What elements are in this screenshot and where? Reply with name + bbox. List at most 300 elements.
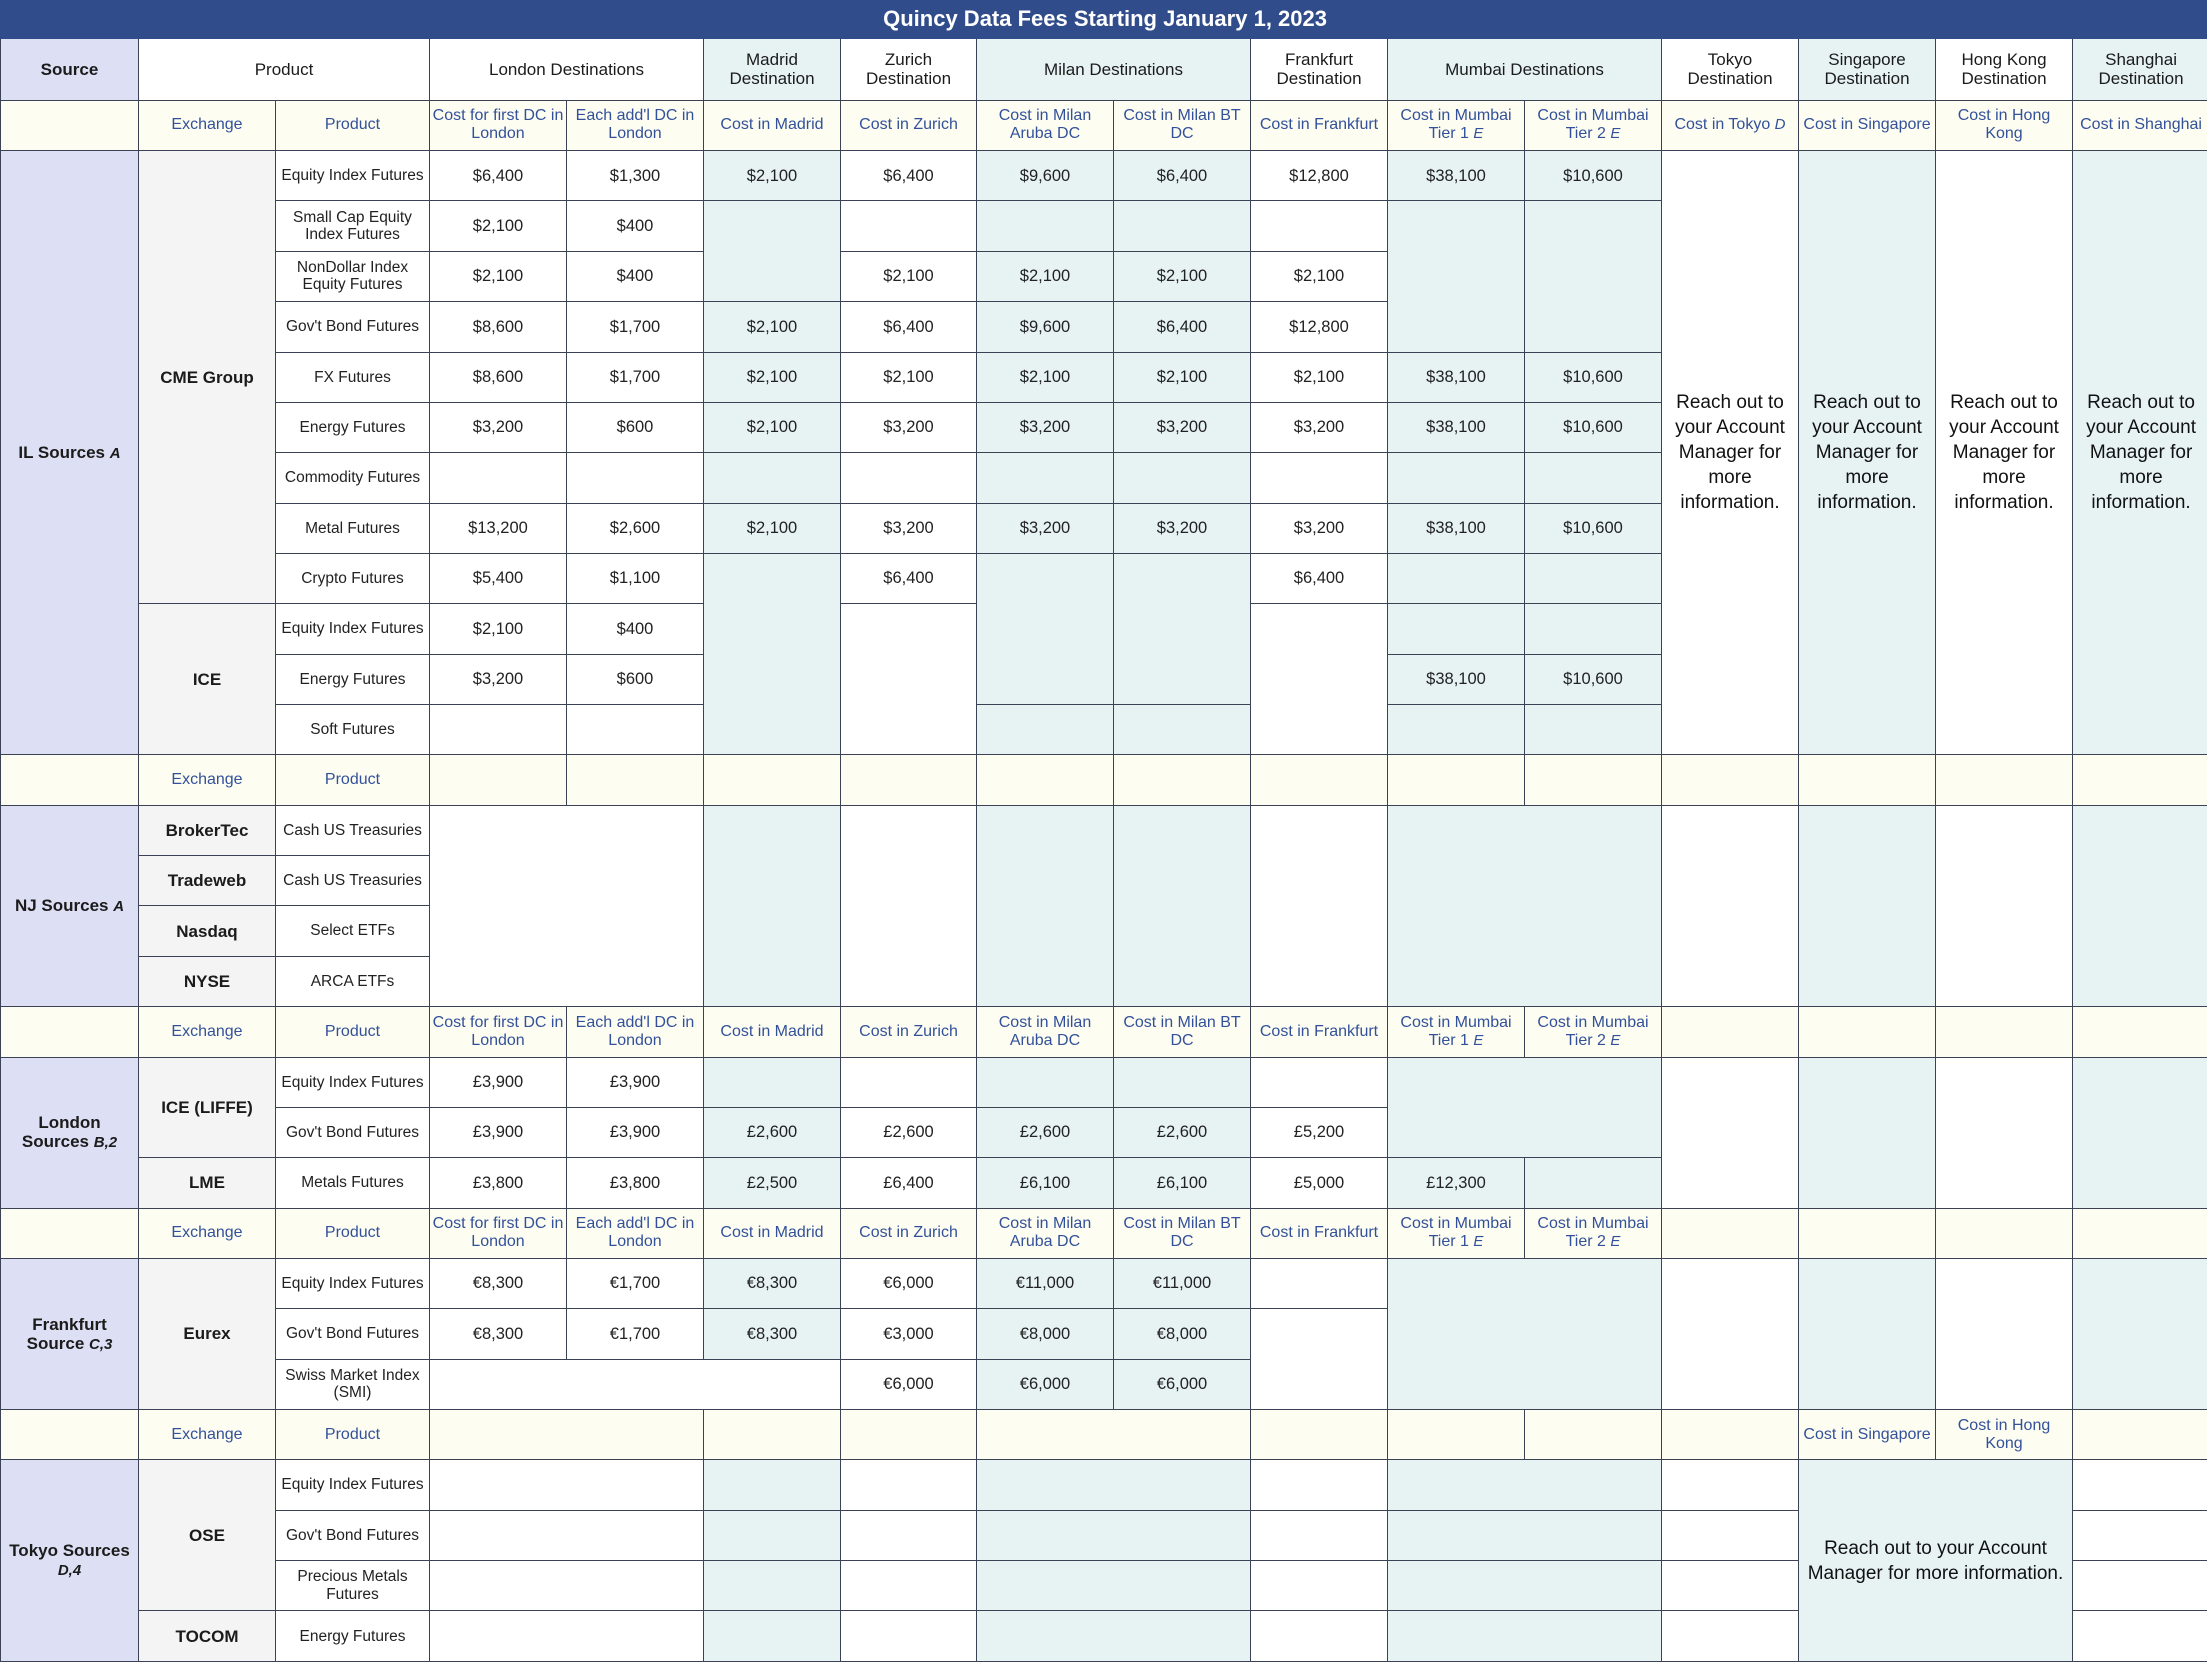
fee-cell: £6,400 [841, 1158, 977, 1208]
fee-cell: $3,200 [841, 503, 977, 553]
fee-cell [1114, 805, 1251, 1006]
fee-cell [704, 201, 841, 302]
fee-cell [977, 1510, 1251, 1560]
subheader-mumbai-t1: Cost in Mumbai Tier 1 E [1388, 1208, 1525, 1258]
fee-cell [1388, 705, 1525, 755]
subheader-blank [1936, 1208, 2073, 1258]
fee-cell: $6,400 [1114, 151, 1251, 201]
subheader-frankfurt: Cost in Frankfurt [1251, 100, 1388, 150]
subheader-tokyo: Cost in Tokyo D [1662, 100, 1799, 150]
fee-cell [1114, 705, 1251, 755]
source-london: London Sources B,2 [1, 1057, 139, 1208]
fee-cell: $3,200 [841, 402, 977, 452]
fee-cell: $6,400 [841, 151, 977, 201]
fee-cell [567, 453, 704, 503]
header-milan: Milan Destinations [977, 39, 1251, 100]
exchange-cell: Tradeweb [139, 856, 276, 906]
fee-cell [430, 1460, 704, 1510]
header-hongkong: Hong Kong Destination [1936, 39, 2073, 100]
fee-cell: $2,100 [841, 352, 977, 402]
subheader-milan-bt: Cost in Milan BT DC [1114, 1208, 1251, 1258]
fee-cell [841, 1510, 977, 1560]
header-madrid: Madrid Destination [704, 39, 841, 100]
fee-cell: $6,400 [841, 553, 977, 603]
fee-cell [430, 1611, 704, 1662]
fee-cell [841, 453, 977, 503]
fee-cell: $2,100 [430, 251, 567, 301]
product-cell: Equity Index Futures [276, 1057, 430, 1107]
subheader-london-add: Each add'l DC in London [567, 100, 704, 150]
product-cell: Equity Index Futures [276, 1460, 430, 1510]
fee-cell: $10,600 [1525, 503, 1662, 553]
subheader-blank [704, 1410, 841, 1460]
reach-out-hongkong: Reach out to your Account Manager for more information. [1936, 151, 2073, 755]
fee-cell: £2,500 [704, 1158, 841, 1208]
fee-cell: $400 [567, 604, 704, 654]
fee-cell: $3,200 [1251, 503, 1388, 553]
fee-cell [1525, 1158, 1662, 1208]
subheader-blank [1, 1007, 139, 1057]
fee-cell [1388, 604, 1525, 654]
fee-cell [1388, 1510, 1662, 1560]
product-cell: Gov't Bond Futures [276, 1309, 430, 1359]
subheader-product: Product [276, 1410, 430, 1460]
fee-cell: $2,100 [704, 352, 841, 402]
fee-cell [1388, 553, 1525, 603]
fee-cell: $10,600 [1525, 352, 1662, 402]
subheader-milan-aruba: Cost in Milan Aruba DC [977, 1208, 1114, 1258]
fee-cell: $1,300 [567, 151, 704, 201]
reach-out-shanghai: Reach out to your Account Manager for more information. [2073, 151, 2207, 755]
fee-cell [1525, 553, 1662, 603]
subheader-blank [1251, 755, 1388, 805]
fee-cell [1251, 1460, 1388, 1510]
product-cell: Equity Index Futures [276, 151, 430, 201]
fee-cell [704, 453, 841, 503]
fee-cell [977, 705, 1114, 755]
subheader-london-add: Each add'l DC in London [567, 1007, 704, 1057]
reach-out-tokyo: Reach out to your Account Manager for more information. [1662, 151, 1799, 755]
product-cell: FX Futures [276, 352, 430, 402]
exchange-ice: ICE [139, 604, 276, 755]
fee-cell [1388, 1258, 1662, 1409]
header-source: Source [1, 39, 139, 100]
fee-cell: €8,000 [977, 1309, 1114, 1359]
fee-cell: $2,100 [704, 302, 841, 352]
fee-cell: £6,100 [1114, 1158, 1251, 1208]
product-cell: Equity Index Futures [276, 604, 430, 654]
fee-cell [704, 1057, 841, 1107]
fee-cell [430, 1561, 704, 1611]
subheader-blank [1, 1410, 139, 1460]
subheader-hongkong: Cost in Hong Kong [1936, 1410, 2073, 1460]
fee-cell: $400 [567, 201, 704, 251]
fee-cell: $8,600 [430, 352, 567, 402]
subheader-blank [1, 755, 139, 805]
fee-cell [977, 453, 1114, 503]
fee-cell: $2,100 [704, 402, 841, 452]
subheader-exchange: Exchange [139, 1007, 276, 1057]
fee-cell [1936, 1057, 2073, 1208]
fee-cell [1662, 1057, 1799, 1208]
fee-cell [841, 1561, 977, 1611]
fee-cell: $9,600 [977, 151, 1114, 201]
fee-cell: £2,600 [977, 1107, 1114, 1157]
subheader-mumbai-t2: Cost in Mumbai Tier 2 E [1525, 1208, 1662, 1258]
subheader-singapore: Cost in Singapore [1799, 100, 1936, 150]
fee-cell: €11,000 [1114, 1258, 1251, 1308]
fee-cell [1388, 201, 1525, 352]
subheader-blank [2073, 1208, 2207, 1258]
fee-cell: £3,900 [567, 1107, 704, 1157]
fee-cell: £3,900 [567, 1057, 704, 1107]
subheader-exchange: Exchange [139, 1410, 276, 1460]
exchange-cell: NYSE [139, 956, 276, 1006]
header-product: Product [139, 39, 430, 100]
fee-cell: £2,600 [841, 1107, 977, 1157]
fee-cell [2073, 805, 2207, 1006]
exchange-cme: CME Group [139, 151, 276, 604]
header-zurich: Zurich Destination [841, 39, 977, 100]
exchange-lme: LME [139, 1158, 276, 1208]
fee-cell: £3,800 [430, 1158, 567, 1208]
fee-cell: €1,700 [567, 1309, 704, 1359]
fee-cell: $400 [567, 251, 704, 301]
fee-cell [1251, 805, 1388, 1006]
fee-cell [704, 805, 841, 1006]
exchange-ice-liffe: ICE (LIFFE) [139, 1057, 276, 1158]
fee-cell [1936, 1258, 2073, 1409]
product-cell: Gov't Bond Futures [276, 302, 430, 352]
fee-cell [430, 705, 567, 755]
subheader-milan-aruba: Cost in Milan Aruba DC [977, 100, 1114, 150]
exchange-ose: OSE [139, 1460, 276, 1611]
fee-cell: £3,900 [430, 1107, 567, 1157]
subheader-blank [1525, 755, 1662, 805]
subheader-exchange: Exchange [139, 100, 276, 150]
fee-cell [841, 1057, 977, 1107]
exchange-cell: BrokerTec [139, 805, 276, 855]
fee-cell [841, 201, 977, 251]
fee-cell [1388, 1611, 1662, 1662]
fee-cell [2073, 1510, 2207, 1560]
fee-cell [1388, 453, 1525, 503]
product-cell: Commodity Futures [276, 453, 430, 503]
fee-cell [841, 1460, 977, 1510]
fee-cell [1251, 1258, 1388, 1308]
header-mumbai: Mumbai Destinations [1388, 39, 1662, 100]
fee-cell: £12,300 [1388, 1158, 1525, 1208]
subheader-blank [1114, 755, 1251, 805]
subheader-madrid: Cost in Madrid [704, 1007, 841, 1057]
subheader-blank [2073, 755, 2207, 805]
source-il: IL Sources A [1, 151, 139, 755]
fee-cell: €8,000 [1114, 1309, 1251, 1359]
fee-cell [1251, 1611, 1388, 1662]
subheader-madrid: Cost in Madrid [704, 1208, 841, 1258]
fee-cell [1114, 453, 1251, 503]
fee-cell [1662, 1460, 1799, 1510]
fee-cell [1799, 1057, 1936, 1208]
fee-cell: $6,400 [1114, 302, 1251, 352]
fee-cell [1662, 1258, 1799, 1409]
subheader-zurich: Cost in Zurich [841, 100, 977, 150]
exchange-tocom: TOCOM [139, 1611, 276, 1662]
subheader-london-first: Cost for first DC in London [430, 1208, 567, 1258]
fee-cell: $10,600 [1525, 654, 1662, 704]
fee-cell: $600 [567, 654, 704, 704]
subheader-blank [1525, 1410, 1662, 1460]
fee-cell: €6,000 [1114, 1359, 1251, 1409]
fee-cell: €6,000 [841, 1258, 977, 1308]
fee-cell: $6,400 [1251, 553, 1388, 603]
fee-cell [1525, 453, 1662, 503]
product-cell: Select ETFs [276, 906, 430, 956]
fee-cell: $3,200 [1114, 402, 1251, 452]
fee-cell: $2,100 [1251, 352, 1388, 402]
subheader-product: Product [276, 755, 430, 805]
fee-cell [1251, 1561, 1388, 1611]
fee-cell: $38,100 [1388, 352, 1525, 402]
fee-cell [1251, 453, 1388, 503]
fee-cell [1388, 1057, 1662, 1158]
fee-cell [1388, 1460, 1662, 1510]
fee-cell [430, 1359, 841, 1409]
fee-cell: €8,300 [430, 1258, 567, 1308]
fee-cell [1114, 1057, 1251, 1107]
subheader-blank [1662, 1208, 1799, 1258]
header-shanghai: Shanghai Destination [2073, 39, 2207, 100]
header-frankfurt: Frankfurt Destination [1251, 39, 1388, 100]
fee-cell: $3,200 [1251, 402, 1388, 452]
fee-cell [977, 1460, 1251, 1510]
fee-cell: £6,100 [977, 1158, 1114, 1208]
source-nj: NJ Sources A [1, 805, 139, 1006]
fee-cell [1114, 201, 1251, 251]
subheader-singapore: Cost in Singapore [1799, 1410, 1936, 1460]
fee-cell [1114, 553, 1251, 704]
subheader-mumbai-t2: Cost in Mumbai Tier 2 E [1525, 100, 1662, 150]
fee-cell: $2,100 [977, 251, 1114, 301]
subheader-blank [1799, 1208, 1936, 1258]
subheader-blank [2073, 1007, 2207, 1057]
fee-cell [1251, 1309, 1388, 1410]
subheader-blank [430, 1410, 704, 1460]
fee-cell: €8,300 [704, 1309, 841, 1359]
fee-cell: $6,400 [841, 302, 977, 352]
product-cell: Cash US Treasuries [276, 805, 430, 855]
subheader-milan-aruba: Cost in Milan Aruba DC [977, 1007, 1114, 1057]
fee-cell: €11,000 [977, 1258, 1114, 1308]
fee-cell: $2,100 [430, 201, 567, 251]
fee-cell [2073, 1611, 2207, 1662]
fee-cell: $2,600 [567, 503, 704, 553]
subheader-milan-bt: Cost in Milan BT DC [1114, 1007, 1251, 1057]
subheader-blank [1662, 1410, 1799, 1460]
subheader-mumbai-t1: Cost in Mumbai Tier 1 E [1388, 100, 1525, 150]
subheader-blank [1799, 1007, 1936, 1057]
fee-cell [977, 201, 1114, 251]
product-cell: Energy Futures [276, 1611, 430, 1662]
header-singapore: Singapore Destination [1799, 39, 1936, 100]
fee-cell: $12,800 [1251, 151, 1388, 201]
subheader-blank [1936, 755, 2073, 805]
subheader-blank [1662, 1007, 1799, 1057]
fee-cell [977, 1057, 1114, 1107]
product-cell: Metals Futures [276, 1158, 430, 1208]
fee-cell [1662, 805, 1799, 1006]
fee-cell: $9,600 [977, 302, 1114, 352]
fee-cell [1799, 1258, 1936, 1409]
subheader-product: Product [276, 100, 430, 150]
exchange-cell: Nasdaq [139, 906, 276, 956]
fee-cell: $38,100 [1388, 654, 1525, 704]
product-cell: Metal Futures [276, 503, 430, 553]
fee-cell: $13,200 [430, 503, 567, 553]
product-cell: Energy Futures [276, 402, 430, 452]
subheader-frankfurt: Cost in Frankfurt [1251, 1007, 1388, 1057]
subheader-blank [841, 1410, 977, 1460]
fee-cell: $38,100 [1388, 402, 1525, 452]
fee-cell: £2,600 [1114, 1107, 1251, 1157]
fee-cell: $2,100 [430, 604, 567, 654]
fee-cell: $12,800 [1251, 302, 1388, 352]
fee-cell: €8,300 [430, 1309, 567, 1359]
subheader-mumbai-t1: Cost in Mumbai Tier 1 E [1388, 1007, 1525, 1057]
fee-cell [704, 1611, 841, 1662]
product-cell: ARCA ETFs [276, 956, 430, 1006]
fee-cell [430, 1510, 704, 1560]
fee-cell: $5,400 [430, 553, 567, 603]
fee-cell [1251, 1057, 1388, 1107]
subheader-hongkong: Cost in Hong Kong [1936, 100, 2073, 150]
fee-cell [2073, 1460, 2207, 1510]
fee-cell: $6,400 [430, 151, 567, 201]
fee-cell [1662, 1561, 1799, 1611]
fee-cell [1799, 805, 1936, 1006]
subheader-london-first: Cost for first DC in London [430, 1007, 567, 1057]
fee-cell: $2,100 [1114, 251, 1251, 301]
fee-cell [1251, 1510, 1388, 1560]
fee-cell: $2,100 [977, 352, 1114, 402]
subheader-zurich: Cost in Zurich [841, 1208, 977, 1258]
fee-cell: £5,000 [1251, 1158, 1388, 1208]
fee-cell: $2,100 [1114, 352, 1251, 402]
fee-cell: $3,200 [430, 402, 567, 452]
subheader-blank [977, 1410, 1251, 1460]
fee-cell: £2,600 [704, 1107, 841, 1157]
fee-cell: $3,200 [977, 402, 1114, 452]
subheader-shanghai: Cost in Shanghai [2073, 100, 2207, 150]
fee-cell [977, 805, 1114, 1006]
fee-cell [1525, 604, 1662, 654]
page-title: Quincy Data Fees Starting January 1, 2023 [1, 1, 2207, 39]
product-cell: Swiss Market Index (SMI) [276, 1359, 430, 1409]
fee-cell: $1,700 [567, 352, 704, 402]
reach-out-singapore: Reach out to your Account Manager for more information. [1799, 151, 1936, 755]
subheader-madrid: Cost in Madrid [704, 100, 841, 150]
product-cell: Equity Index Futures [276, 1258, 430, 1308]
fee-cell: £3,800 [567, 1158, 704, 1208]
fee-cell [841, 1611, 977, 1662]
product-cell: Small Cap Equity Index Futures [276, 201, 430, 251]
subheader-exchange: Exchange [139, 1208, 276, 1258]
product-cell: Cash US Treasuries [276, 856, 430, 906]
subheader-blank [1388, 755, 1525, 805]
exchange-eurex: Eurex [139, 1258, 276, 1409]
subheader-london-first: Cost for first DC in London [430, 100, 567, 150]
subheader-product: Product [276, 1208, 430, 1258]
fee-cell: $2,100 [704, 151, 841, 201]
fee-cell: $3,200 [977, 503, 1114, 553]
fee-cell [2073, 1561, 2207, 1611]
fee-cell: €6,000 [977, 1359, 1114, 1409]
subheader-blank [704, 755, 841, 805]
fee-cell [1388, 1561, 1662, 1611]
fee-cell [1662, 1611, 1799, 1662]
fee-cell: $3,200 [430, 654, 567, 704]
fee-cell [704, 1561, 841, 1611]
fee-cell: €6,000 [841, 1359, 977, 1409]
subheader-blank [1251, 1410, 1388, 1460]
fee-cell [430, 805, 704, 1006]
subheader-blank [1388, 1410, 1525, 1460]
subheader-frankfurt: Cost in Frankfurt [1251, 1208, 1388, 1258]
subheader-blank [1, 100, 139, 150]
subheader-blank [567, 755, 704, 805]
source-frankfurt: Frankfurt Source C,3 [1, 1258, 139, 1409]
fee-cell: $2,100 [704, 503, 841, 553]
fee-cell [2073, 1258, 2207, 1409]
fee-cell: $1,100 [567, 553, 704, 603]
fee-cell [1251, 201, 1388, 251]
subheader-zurich: Cost in Zurich [841, 1007, 977, 1057]
subheader-blank [841, 755, 977, 805]
fee-cell: £3,900 [430, 1057, 567, 1107]
fee-cell [841, 805, 977, 1006]
fee-cell: €3,000 [841, 1309, 977, 1359]
fee-cell: £5,200 [1251, 1107, 1388, 1157]
product-cell: Gov't Bond Futures [276, 1510, 430, 1560]
header-tokyo: Tokyo Destination [1662, 39, 1799, 100]
fee-cell [704, 1510, 841, 1560]
fee-cell [1525, 201, 1662, 352]
fee-cell: $1,700 [567, 302, 704, 352]
fee-cell: $38,100 [1388, 503, 1525, 553]
fee-cell [567, 705, 704, 755]
fee-cell: $3,200 [1114, 503, 1251, 553]
fee-cell [430, 453, 567, 503]
subheader-blank [1, 1208, 139, 1258]
fee-cell: $2,100 [1251, 251, 1388, 301]
product-cell: Energy Futures [276, 654, 430, 704]
fee-cell: $600 [567, 402, 704, 452]
fee-cell [1525, 705, 1662, 755]
subheader-blank [1662, 755, 1799, 805]
subheader-blank [1799, 755, 1936, 805]
subheader-blank [977, 755, 1114, 805]
product-cell: Gov't Bond Futures [276, 1107, 430, 1157]
subheader-exchange: Exchange [139, 755, 276, 805]
fee-cell: $8,600 [430, 302, 567, 352]
fee-cell: €8,300 [704, 1258, 841, 1308]
fee-cell [1662, 1510, 1799, 1560]
subheader-blank [430, 755, 567, 805]
subheader-mumbai-t2: Cost in Mumbai Tier 2 E [1525, 1007, 1662, 1057]
product-cell: Soft Futures [276, 705, 430, 755]
fee-cell: $38,100 [1388, 151, 1525, 201]
subheader-milan-bt: Cost in Milan BT DC [1114, 100, 1251, 150]
